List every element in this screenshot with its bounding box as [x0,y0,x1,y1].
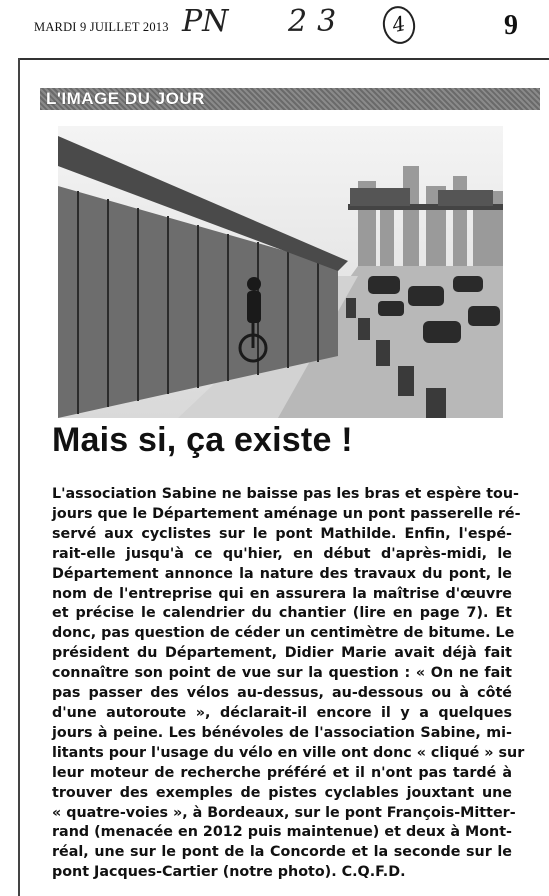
body-line: « quatre-voies », à Bordeaux, sur le pont François-Mitter- [52,804,516,821]
body-line: litants pour l'usage du vélo en ville ont donc « cliqué » sur [52,744,525,761]
bridge-photo-illustration [58,126,503,418]
section-title: L'IMAGE DU JOUR [46,89,205,108]
circled-number: 4 [379,3,418,47]
body-line: Département annonce la nature des travaux du pont, le [52,565,512,582]
body-line: d'une autoroute », déclarait-il encore il y a quelques [52,704,512,721]
body-line: trouver des exemples de pistes cyclables jouxtant une [52,784,512,801]
body-line: rand (menacée en 2012 puis maintenue) et deux à Mont- [52,824,512,841]
handwritten-code: PN [182,4,229,39]
body-line: pas passer des vélos au-dessus, au-dessous ou à côté [52,685,512,702]
issue-date: MARDI 9 JUILLET 2013 [34,20,169,34]
article-body [52,485,525,883]
article-photo [58,126,503,418]
section-banner [40,88,540,110]
header-rule [18,58,549,60]
body-line: connaître son point de vue sur la question : « On ne fait [52,665,512,682]
body-line: et précise le calendrier du chantier (lire en page 7). Et [52,605,512,622]
body-line: leur moteur de recherche préféré et il n'ont pas tardé à [52,764,512,781]
article-headline: Mais si, ça existe ! [52,421,353,459]
body-line: réal, une sur le pont de la Concorde et la seconde sur le [52,844,512,861]
page-number: 9 [504,10,518,41]
body-line: L'association Sabine ne baisse pas les bras et espère tou- [52,486,519,502]
body-line: jours que le Département aménage un pont passerelle ré- [52,505,521,522]
handwritten-number: 23 [288,4,347,39]
body-line: jours à peine. Les bénévoles de l'association Sabine, mi- [52,724,512,741]
body-line: nom de l'entreprise qui en assurera la maîtrise d'œuvre [52,585,512,602]
body-line: rait-elle jusqu'à ce qu'hier, en début d'après-midi, le [52,545,512,562]
column-rule [18,58,20,896]
body-line: président du Département, Didier Marie avait déjà fait [52,645,512,662]
body-line: servé aux cyclistes sur le pont Mathilde. Enfin, l'espé- [52,525,512,542]
body-line: donc, pas question de céder un centimètre de bitume. Le [52,625,515,642]
body-line: pont Jacques-Cartier (notre photo). C.Q.F.D. [52,864,406,881]
